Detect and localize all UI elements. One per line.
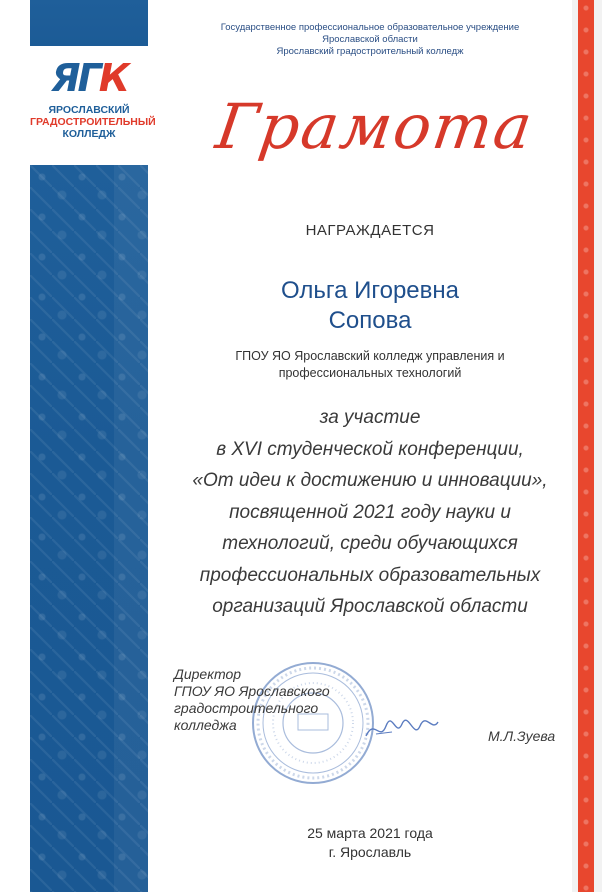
director-line1: Директор [174,666,242,682]
issuer-line1: Государственное профессиональное образовательное учреждение [220,22,520,33]
red-decorative-stripe [578,0,594,892]
issue-date: 25 марта 2021 года [307,825,433,841]
reason-line: «От идеи к достижению и инновации», [192,470,548,491]
director-signature [362,712,442,746]
signer-name: М.Л.Зуева [488,728,556,744]
recipient-organization [160,348,580,382]
organization-line1: ГПОУ ЯО Ярославский колледж управления и [235,349,505,363]
reason-line: посвященной 2021 году науки и [229,501,511,523]
director-line4: колледжа [174,717,237,733]
issuer-header [160,22,580,58]
reason-line: в XVI студенческой конференции, [216,438,524,460]
director-title [174,666,374,734]
logo-text-line2: ГРАДОСТРОИТЕЛЬНЫЙ [30,116,156,128]
logo-mark-letter-k: К [98,56,127,100]
organization-line2: профессиональных технологий [278,366,462,380]
issuer-line2: Ярославской области [322,34,418,45]
reason-line: организаций Ярославской области [212,596,528,617]
top-blue-band [30,0,148,46]
certificate-title: Грамота [211,90,539,163]
award-reason [160,402,580,623]
director-line3: градостроительного [174,700,319,716]
college-logo [30,46,156,166]
reason-line: профессиональных образовательных [199,564,541,586]
logo-text-line1: ЯРОСЛАВСКИЙ [48,104,130,116]
band-inner-stripe [114,165,148,892]
recipient-name-line1: Ольга Игоревна [280,277,460,304]
date-and-place [230,824,510,862]
awarded-label: НАГРАЖДАЕТСЯ [305,222,435,239]
logo-text-line3: КОЛЛЕДЖ [62,128,116,140]
reason-line: технологий, среди обучающихся [222,533,518,554]
director-line2: ГПОУ ЯО Ярославского [174,683,330,699]
recipient-name [160,276,580,336]
logo-mark-letters: ЯГ [51,56,99,100]
logo-mark [30,58,148,98]
blue-decorative-band [30,165,148,892]
recipient-name-line2: Сопова [328,307,412,334]
issue-city: г. Ярославль [328,844,412,860]
reason-line: за участие [319,407,421,428]
issuer-line3: Ярославский градостроительный колледж [276,46,464,57]
